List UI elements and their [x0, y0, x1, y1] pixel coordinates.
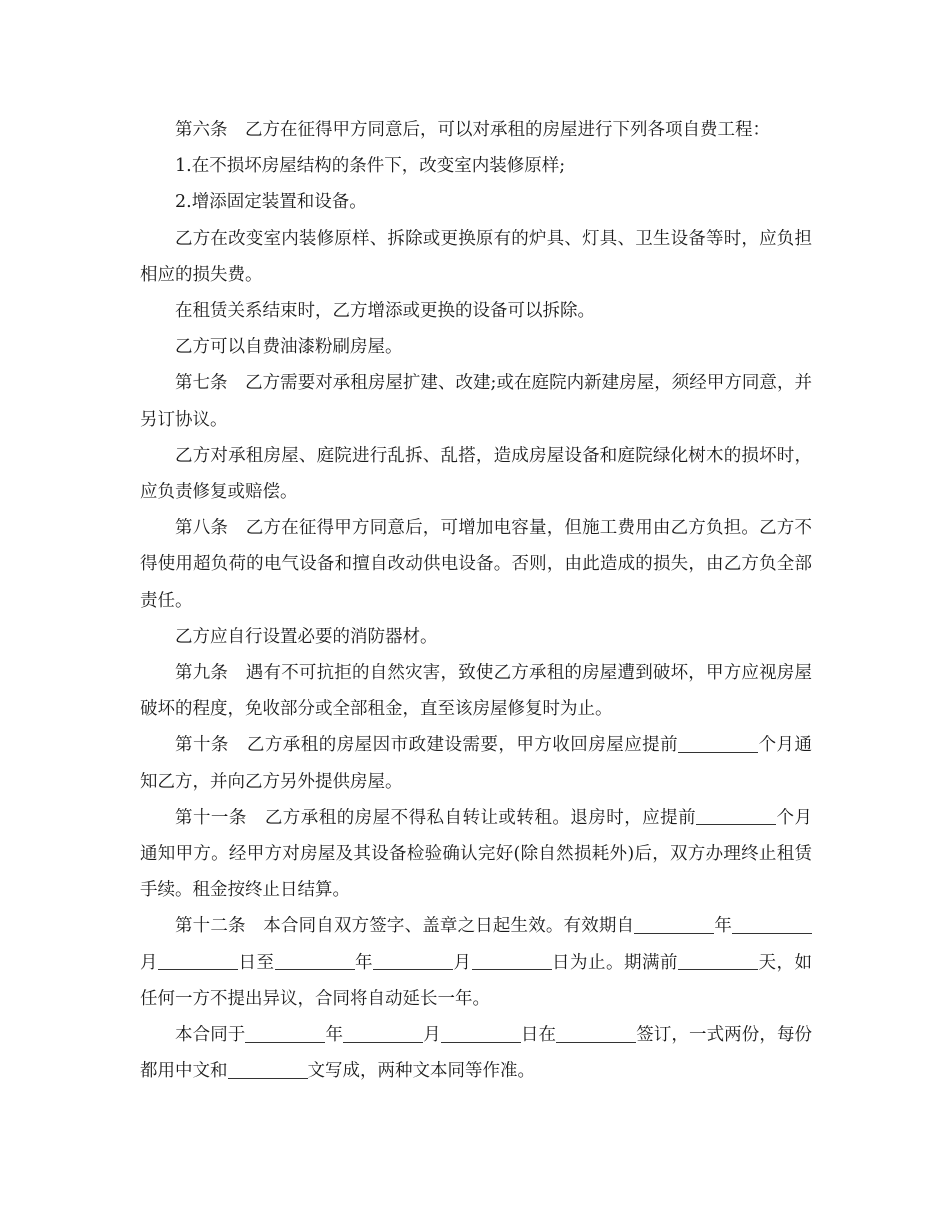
- blank-field: [158, 952, 238, 971]
- signing-signed: 签订，一式两份，每份都用中文和: [140, 1025, 813, 1082]
- blank-field: [732, 916, 812, 935]
- paragraph-article10: [140, 727, 812, 799]
- signing-month: 月: [423, 1025, 441, 1046]
- blank-field: [373, 952, 453, 971]
- blank-field: [678, 952, 758, 971]
- paragraph-fire-equipment: 乙方应自行设置必要的消防器材。: [175, 626, 438, 647]
- blank-field: [634, 916, 714, 935]
- article12-days-suffix: 天，如任何一方不提出异议，合同将自动延长一年。: [140, 952, 812, 1009]
- blank-field: [472, 952, 552, 971]
- article12-day-to: 日至: [238, 952, 275, 973]
- paragraph-item2: 2.增添固定装置和设备。: [175, 192, 367, 213]
- article11-prefix: 第十一条 乙方承租的房屋不得私自转让或转租。退房时，应提前: [175, 807, 697, 828]
- blank-field: [556, 1024, 636, 1043]
- article10-suffix: 个月通知乙方，并向乙方另外提供房屋。: [140, 735, 813, 792]
- blank-field: [441, 1024, 521, 1043]
- paragraph-article6: 第六条 乙方在征得甲方同意后，可以对承租的房屋进行下列各项自费工程：: [175, 120, 770, 140]
- paragraph-painting: 乙方可以自费油漆粉刷房屋。: [175, 337, 403, 358]
- signing-year: 年: [325, 1025, 344, 1046]
- article12-month2: 月: [453, 952, 472, 973]
- article11-suffix: 个月通知甲方。经甲方对房屋及其设备检验确认完好(除自然损耗外)后，双方办理终止租赁手续。租金按终止日结算。: [140, 807, 812, 901]
- paragraph-removal: 在租赁关系结束时，乙方增添或更换的设备可以拆除。: [175, 301, 595, 322]
- signing-prefix: 本合同于: [175, 1025, 246, 1046]
- blank-field: [343, 1024, 423, 1043]
- paragraph-article11: [140, 800, 812, 909]
- paragraph-alteration-cost: 乙方在改变室内装修原样、拆除或更换原有的炉具、灯具、卫生设备等时，应负担相应的损失费。: [140, 228, 812, 285]
- signing-day-at: 日在: [520, 1025, 557, 1046]
- paragraph-article8: 第八条 乙方在征得甲方同意后，可增加电容量，但施工费用由乙方负担。乙方不得使用超负荷的电气设备和擅自改动供电设备。否则，由此造成的损失，由乙方负全部责任。: [140, 518, 812, 611]
- paragraph-item1: 1.在不损坏房屋结构的条件下，改变室内装修原样;: [175, 156, 566, 177]
- paragraph-signing: [140, 1017, 812, 1089]
- article12-year1: 年: [714, 916, 733, 937]
- blank-field: [696, 807, 776, 826]
- blank-field: [275, 952, 355, 971]
- paragraph-article9: 第九条 遇有不可抗拒的自然灾害，致使乙方承租的房屋遭到破坏，甲方应视房屋破坏的程度，免收部分或全部租金，直至该房屋修复时为止。: [140, 663, 812, 720]
- article12-day-end: 日为止。期满前: [551, 952, 678, 973]
- paragraph-damage-repair: 乙方对承租房屋、庭院进行乱拆、乱搭，造成房屋设备和庭院绿化树木的损坏时，应负责修复或赔偿。: [140, 445, 812, 503]
- blank-field: [678, 735, 758, 754]
- paragraph-article7: 第七条 乙方需要对承租房屋扩建、改建;或在庭院内新建房屋，须经甲方同意，并另订协议。: [140, 373, 812, 430]
- article12-prefix: 第十二条 本合同自双方签字、盖章之日起生效。有效期自: [175, 916, 635, 937]
- paragraph-article12: [140, 908, 812, 1017]
- document-body: [140, 112, 812, 1089]
- article10-prefix: 第十条 乙方承租的房屋因市政建设需要，甲方收回房屋应提前: [175, 735, 679, 756]
- blank-field: [228, 1060, 308, 1079]
- article12-month1: 月: [140, 952, 158, 973]
- article12-year2: 年: [354, 952, 373, 973]
- blank-field: [245, 1024, 325, 1043]
- signing-suffix: 文写成，两种文本同等作准。: [307, 1061, 535, 1082]
